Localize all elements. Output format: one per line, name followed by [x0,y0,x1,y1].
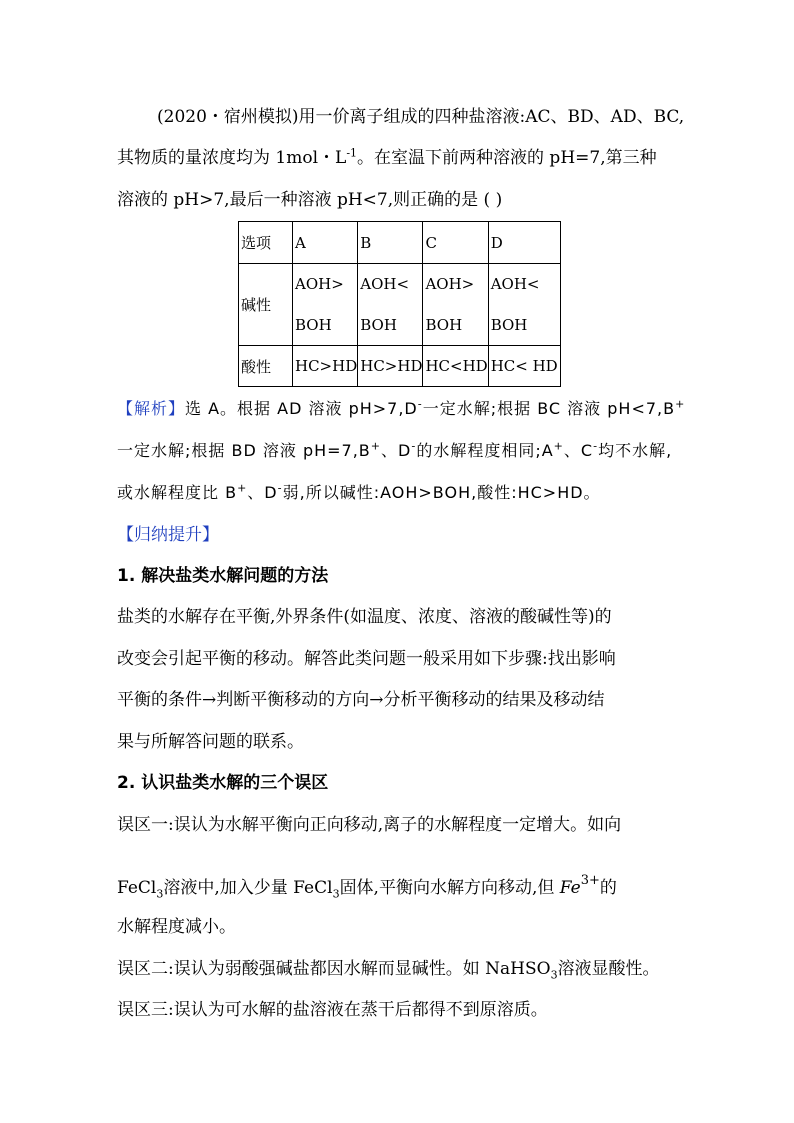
misconception-3: 误区三:误认为可水解的盐溶液在蒸干后都得不到原溶质。 [117,1000,548,1020]
table-row-acidity [239,346,561,387]
analysis-line-2 [117,440,672,462]
summary-paragraph-line: 果与所解答问题的联系。 [117,732,304,752]
table-cell: HC>HD [358,346,423,387]
analysis-line-1 [117,398,685,420]
table-row-basicity [239,264,561,346]
table-cell: HC< HD [488,346,560,387]
table-cell [488,264,560,346]
table-row-label: 酸性 [239,346,293,387]
charge-plus: + [237,481,248,495]
analysis-text: 一定水解;根据 BD 溶液 pH=7,B [117,441,371,460]
misconception-1-line-3: 水解程度减小。 [117,917,236,937]
charge-minus: - [593,439,599,453]
cell-bottom: BOH [295,316,332,334]
summary-heading-1: 1. 解决盐类水解问题的方法 [117,566,329,586]
fe-charge: 3+ [580,873,600,888]
charge-minus: - [417,397,423,411]
table-header-cell: B [358,222,423,264]
charge-minus: - [277,481,283,495]
analysis-text: 、C [563,441,594,460]
misconception-text: 的 [599,878,617,898]
analysis-text: 弱,所以碱性:AOH>BOH,酸性:HC>HD。 [282,483,601,502]
question-line-1: (2020・宿州模拟)用一价离子组成的四种盐溶液:AC、BD、AD、BC, [157,107,685,127]
summary-heading-2: 2. 认识盐类水解的三个误区 [117,773,329,793]
table-cell: HC<HD [423,346,488,387]
cell-top: AOH< [490,275,540,293]
unit-superscript: -1 [346,146,358,160]
analysis-text: 均不水解, [598,441,673,460]
analysis-text: 一定水解;根据 BC 溶液 pH<7,B [422,399,676,418]
charge-plus: + [553,439,564,453]
charge-minus: - [411,439,417,453]
summary-paragraph-line: 改变会引起平衡的移动。解答此类问题一般采用如下步骤:找出影响 [117,649,616,669]
analysis-text: 、D [247,483,278,502]
misconception-text: 误区二:误认为弱酸强碱盐都因水解而显碱性。如 NaHSO [117,959,551,979]
table-cell [293,264,358,346]
charge-plus: + [370,439,382,453]
table-cell [358,264,423,346]
table-row-header [239,222,561,264]
subscript-3: 3 [550,968,558,982]
analysis-text: 的水解程度相同;A [416,441,554,460]
summary-tag: 【归纳提升】 [117,525,219,545]
table-header-cell: A [293,222,358,264]
summary-paragraph-line: 盐类的水解存在平衡,外界条件(如温度、浓度、溶液的酸碱性等)的 [117,607,612,627]
question-line-2-a: 其物质的量浓度均为 1mol・L [117,148,347,168]
subscript-3: 3 [156,887,164,901]
cell-top: AOH> [295,275,344,293]
options-table [238,221,561,387]
misconception-text: 溶液显酸性。 [557,959,660,979]
summary-paragraph-line: 平衡的条件→判断平衡移动的方向→分析平衡移动的结果及移动结 [117,690,605,710]
cell-bottom: BOH [425,316,463,334]
misconception-1-line-2 [117,870,617,899]
table-header-cell: C [423,222,488,264]
cell-bottom: BOH [490,316,528,334]
table-row-label: 碱性 [239,264,293,346]
table-header-cell: D [488,222,560,264]
analysis-text: 或水解程度比 B [117,483,238,502]
analysis-text: 选 A。根据 AD 溶液 pH>7,D [185,399,418,418]
analysis-tag: 【解析】 [117,399,186,418]
misconception-1-line-1: 误区一:误认为水解平衡向正向移动,离子的水解程度一定增大。如向 [117,815,622,835]
table-cell [423,264,488,346]
cell-bottom: BOH [360,316,397,334]
question-line-2-b: 。在室温下前两种溶液的 pH=7,第三种 [357,148,657,168]
formula-fecl3: FeCl [117,878,157,898]
fe-ion: Fe [559,878,581,898]
analysis-text: 、D [381,441,412,460]
misconception-text: 溶液中,加入少量 FeCl [163,878,333,898]
charge-plus: + [675,397,686,411]
table-cell: HC>HD [293,346,358,387]
subscript-3: 3 [332,887,340,901]
cell-top: AOH< [360,275,410,293]
cell-top: AOH> [425,275,475,293]
table-header-cell: 选项 [239,222,293,264]
analysis-line-3 [117,482,601,504]
question-line-2 [117,147,657,169]
misconception-2 [117,958,660,980]
question-line-3: 溶液的 pH>7,最后一种溶液 pH<7,则正确的是 ( ) [117,190,503,210]
misconception-text: 固体,平衡向水解方向移动,但 [339,878,560,898]
